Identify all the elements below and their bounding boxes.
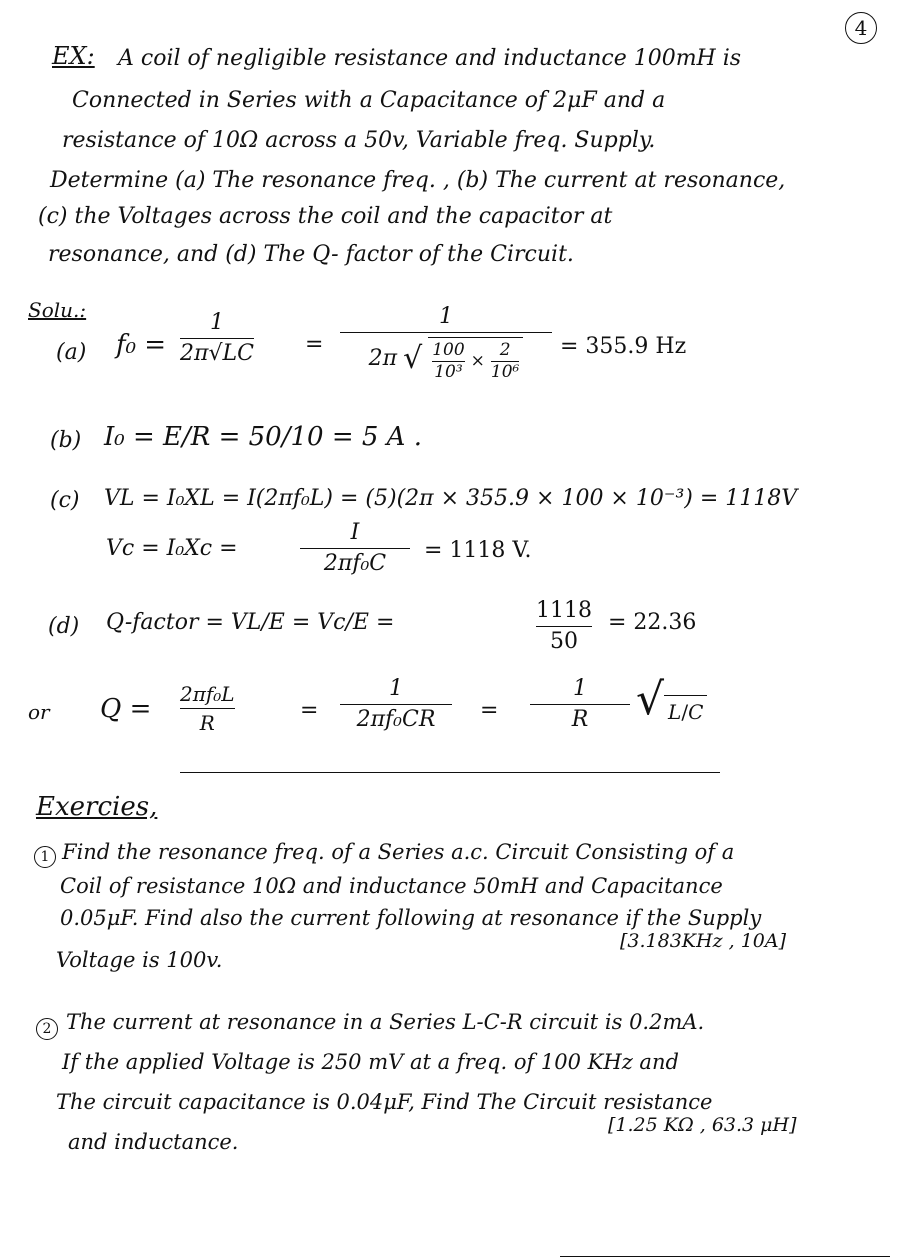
example-label: EX: <box>52 42 95 70</box>
part-c-vc-den: 2πf₀C <box>323 551 387 576</box>
part-a-times: × <box>470 351 485 371</box>
page-bottom-rule <box>560 1256 890 1257</box>
exercise-1-number-badge <box>34 846 56 868</box>
exercise-2-line-4: and inductance. <box>68 1130 239 1154</box>
or-f1-num: 2πf₀L <box>180 682 235 706</box>
example-line-1: A coil of negligible resistance and inductance 100mH is <box>118 46 742 71</box>
sqrt-icon: √ <box>403 341 423 376</box>
part-a-lhs: f₀ = <box>116 330 167 360</box>
or-label: or <box>28 700 50 724</box>
exercise-1-line-4: Voltage is 100v. <box>56 948 223 972</box>
part-c-tag: (c) <box>50 488 80 513</box>
exercise-2-line-1: The current at resonance in a Series L-C-R circuit is 0.2mA. <box>66 1010 705 1034</box>
example-line-6: resonance, and (d) The Q- factor of the Circuit. <box>48 242 574 267</box>
or-sqrt-num: L <box>668 700 682 724</box>
part-c-vc-num: I <box>350 520 360 545</box>
part-a-inner-a-den: 10³ <box>434 362 463 382</box>
part-a-f2-num: 1 <box>439 304 453 329</box>
part-c-vc-fraction <box>300 522 410 575</box>
part-a-inner-a-num: 100 <box>432 340 465 360</box>
or-sqrt: √ L / C <box>636 678 707 722</box>
or-fraction-3 <box>530 678 630 731</box>
exercise-2-answer: [1.25 KΩ , 63.3 μH] <box>608 1114 797 1136</box>
or-q: Q = <box>100 694 152 724</box>
or-sqrt-den: C <box>688 700 704 724</box>
page-number: 4 <box>854 16 868 40</box>
example-line-4: Determine (a) The resonance freq. , (b) The current at resonance, <box>50 168 786 193</box>
section-divider <box>180 772 720 773</box>
or-f2-num: 1 <box>389 676 403 701</box>
part-b-tag: (b) <box>50 428 82 453</box>
part-d-text: Q-factor = VL/E = Vc/E = <box>106 610 395 635</box>
solution-label: Solu.: <box>28 298 87 322</box>
part-c-vc-lhs: Vc = I₀Xc = <box>106 536 238 561</box>
exercises-heading: Exercies, <box>36 792 158 822</box>
exercise-1-line-3: 0.05μF. Find also the current following at resonance if the Supply <box>60 906 762 930</box>
part-a-f2-prefix: 2π <box>368 346 398 371</box>
part-a-fraction-1 <box>180 312 254 365</box>
or-fraction-1 <box>180 684 235 733</box>
exercise-2-line-3: The circuit capacitance is 0.04μF, Find The Circuit resistance <box>56 1090 713 1114</box>
part-b-text: I₀ = E/R = 50/10 = 5 A . <box>104 422 422 452</box>
part-a-tag: (a) <box>56 340 87 365</box>
part-a-f2-den <box>369 337 524 381</box>
part-d-fraction <box>536 600 592 653</box>
example-line-5: (c) the Voltages across the coil and the capacitor at <box>38 204 613 229</box>
example-line-2: Connected in Series with a Capacitance of 2μF and a <box>72 88 666 113</box>
part-a-fraction-2 <box>340 306 552 381</box>
exercise-2-number-badge <box>36 1018 58 1040</box>
exercise-1-line-2: Coil of resistance 10Ω and inductance 50mH and Capacitance <box>60 874 723 898</box>
exercise-2-line-2: If the applied Voltage is 250 mV at a freq. of 100 KHz and <box>62 1050 679 1074</box>
part-d-num: 1118 <box>536 598 592 623</box>
part-d-den: 50 <box>550 629 578 654</box>
exercise-1-number: 1 <box>40 849 50 865</box>
part-d-tag: (d) <box>48 614 80 639</box>
or-f1-den: R <box>199 711 215 735</box>
or-f3-num: 1 <box>573 676 587 701</box>
part-c-vc-result: = 1118 V. <box>424 538 532 563</box>
part-a-result: = 355.9 Hz <box>560 334 687 359</box>
example-line-3: resistance of 10Ω across a 50v, Variable freq. Supply. <box>62 128 656 153</box>
part-a-f1-num: 1 <box>209 310 224 335</box>
or-eq2: = <box>480 698 499 723</box>
or-f2-den: 2πf₀CR <box>356 707 436 732</box>
part-a-inner-b-num: 2 <box>499 340 511 360</box>
or-fraction-2 <box>340 678 452 731</box>
or-f3-den: R <box>571 707 589 732</box>
sqrt-icon: √ <box>636 674 665 725</box>
exercise-2-number: 2 <box>42 1021 52 1037</box>
part-a-inner-b-den: 10⁶ <box>490 362 520 382</box>
exercise-1-line-1: Find the resonance freq. of a Series a.c. Circuit Consisting of a <box>62 840 735 864</box>
part-a-f1-den: 2π√LC <box>180 341 254 366</box>
part-a-eq1: = <box>305 332 324 357</box>
exercise-1-answer: [3.183KHz , 10A] <box>620 930 787 952</box>
part-c-vl: VL = I₀XL = I(2πf₀L) = (5)(2π × 355.9 × 100 × 10⁻³) = 1118V <box>104 486 798 511</box>
or-eq1: = <box>300 698 319 723</box>
page-number-badge <box>845 12 877 44</box>
part-d-result: = 22.36 <box>608 610 697 635</box>
